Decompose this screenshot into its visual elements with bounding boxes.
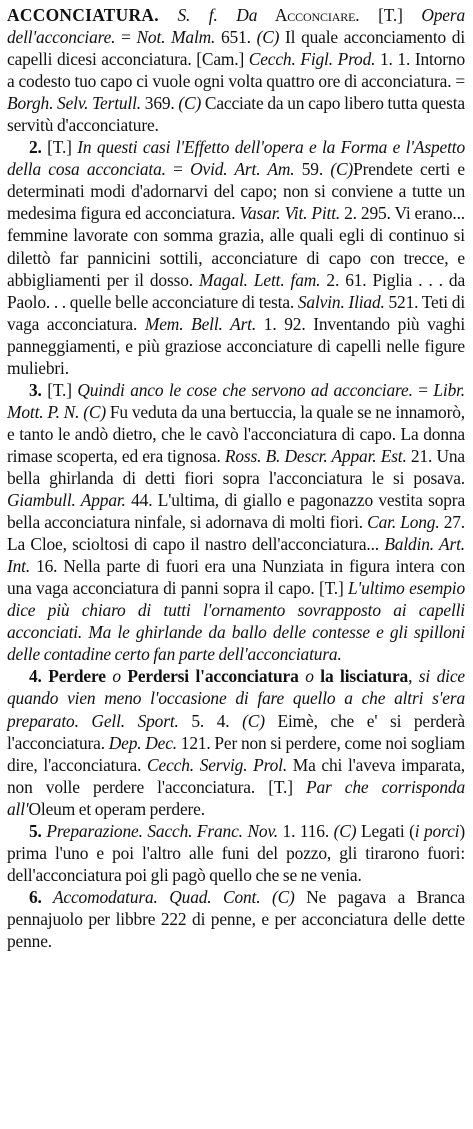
citation-source: Ross. B. Descr. Appar. Est. [224,445,407,466]
text: Eimè, che e' si perderà l'acconciatura. [7,710,465,753]
citation-source: Borgh. Selv. Tertull. [7,93,141,114]
text: Il quale acconciamento di capelli dicesi acconciatura. [Cam.] [7,27,465,70]
entry-sense-2 [7,136,465,379]
citation-source: Giambull. Appar. [7,490,126,511]
editorial-note: L'ultimo esempio dice più chiaro di tutti l'ornamento sovrapposto ai capelli acconciati. Ma le ghirlande da ballo delle contesse e gli spilloni delle contadine certo fan parte dell'acconciatura. [7,578,466,665]
text: Ne pagava a Branca pennajuolo per libbre 222 di penne, e per acconciatura delle dette penne. [7,886,465,951]
definition: Accomodatura. [41,886,158,907]
citation-source: Libr. Mott. P. N. [7,379,465,422]
citation-source: Cecch. Figl. Prod. [248,49,376,70]
text: 27. La Cloe, scioltosi di capo il nastro dell'acconciatura... [7,512,465,555]
sense-tag: [T.] [41,379,78,400]
crusca-marker: (C) [330,159,354,180]
citation-source: Sacch. Franc. Nov. [147,820,278,841]
citation-source: Vasar. Vit. Pitt. [239,203,341,224]
text: = [115,27,137,48]
sense-number: 2. [29,137,42,158]
crusca-marker: (C) [271,886,295,907]
citation-source: Ovid. Art. Am. [190,159,295,180]
citation-source: Dep. Dec. [108,732,177,753]
text: 1. 116. [277,820,334,841]
text: Oleum et operam perdere. [28,798,205,819]
conjunction: o [105,666,128,687]
grammar-label: S. f. [158,5,237,25]
citation-source: Salvin. Iliad. [297,291,385,312]
text: Prendete certi e determinati modi d'adornarvi del capo; non si conviene a tutte un medesima figura ed acconciatura. [7,159,465,224]
entry-sense-3 [7,379,465,666]
crusca-marker: (C) [242,710,265,731]
sense-number: 6. [29,886,42,907]
definition: In questi casi l'Effetto dell'opera e la Forma e l'Aspetto della cosa acconciata. [7,137,465,180]
definition: , si dice quando vien meno l'occasione di fare quello a che altri s'era preparato. [7,666,465,731]
entry-sense-1 [7,4,465,136]
text: ) prima l'uno e poi l'altro alle funi del pozzo, gli tirarono fuori: dell'acconciatura poi gli pagò quello che se ne venia. [7,820,465,885]
sense-tag: . [T.] [355,5,422,25]
locution: Perdersi l'acconciatura [127,666,299,687]
locution: Perdere [41,666,106,687]
citation-source: Quad. Cont. [169,886,261,907]
text: 521. Teti di vaga acconciatura. [7,291,465,334]
text: 21. Una bella ghirlanda di detti fiori sopra l'acconciatura le si posava. [7,445,465,488]
crusca-marker: (C) [178,93,202,114]
headword: ACCONCIATURA. [7,5,159,25]
text: 1. 1. Intorno a codesto tuo capo ci vuole ogni volta quattro ore di acconciatura. = [7,49,465,92]
citation-source: Gell. Sport. [91,710,179,731]
sense-tag: [T.] [41,137,78,158]
citation-source: Not. Malm. [136,27,216,48]
text: 5. 4. [178,710,243,731]
text: 16. Nella parte di fuori era una Nunziata in figura intera con una vaga acconciatura di panni sopra il capo. [T.] [7,556,465,599]
text: Legati ( [356,820,415,841]
sense-number: 3. [29,379,42,400]
gloss: i porci [414,820,460,841]
crusca-marker: (C) [256,27,280,48]
crusca-marker: (C) [333,820,357,841]
text: = [165,159,191,180]
etymology-word: Acconciare [257,5,356,25]
citation-source: Magal. Lett. fam. [198,269,321,290]
definition: Opera dell'acconciare. [7,5,465,48]
conjunction: o [298,666,321,687]
citation-source: Mem. Bell. Art. [144,313,257,334]
citation-source: Baldin. Art. Int. [7,534,465,577]
entry-sense-4 [7,665,465,819]
entry-sense-5 [7,820,465,886]
text: 2. 61. Piglia . . . da Paolo. . . quelle belle acconciature di testa. [7,269,466,312]
text: 1. 92. Inventando più vaghi panneggiamenti, e più graziose acconciature di capelli nelle figure muliebri. [7,313,466,378]
citation-source: Car. Long. [367,512,440,533]
text: 121. Per non si perdere, come noi sogliam dire, l'acconciatura. [7,732,465,775]
etymology-label: Da [236,5,258,25]
text: 2. 295. Vi erano... femmine lavorate con somma grazia, alle quali egli di continuo si dilettò far pannicini sottili, acconciature di capo con trecce, e abbigliamenti per il dosso. [7,203,466,290]
text: 651. [215,27,257,48]
sense-number: 5. [29,820,42,841]
entry-sense-6 [7,886,465,952]
citation-source: Cecch. Servig. Prol. [147,754,288,775]
text: Cacciate da un capo libero tutta questa servitù d'acconciature. [7,93,465,136]
text [260,887,272,907]
sense-number: 4. [29,666,42,687]
text [79,711,92,731]
crusca-marker: (C) [83,401,106,422]
text: 44. L'ultima, di giallo e pagonazzo vestita sopra bella acconciatura ninfale, si adornava di molti fiori. [7,490,466,533]
text: Fu veduta da una bertuccia, la quale se ne innamorò, e tanto le andò dietro, che le cavò l'acconciatura di capo. La donna rimase scoperta, ed era tignosa. [7,401,465,466]
text: 59. [294,159,331,180]
text: Ma chi l'aveva imparata, non volle perdere l'acconciatura. [T.] [7,754,466,797]
text [158,887,170,907]
text: 369. [141,93,179,114]
locution: la lisciatura [320,666,409,687]
editorial-note: Par che corrisponda all' [7,776,465,819]
definition: Quindi anco le cose che servono ad acconciare. [77,379,413,400]
text: = [412,379,434,400]
definition: Preparazione. [41,820,143,841]
